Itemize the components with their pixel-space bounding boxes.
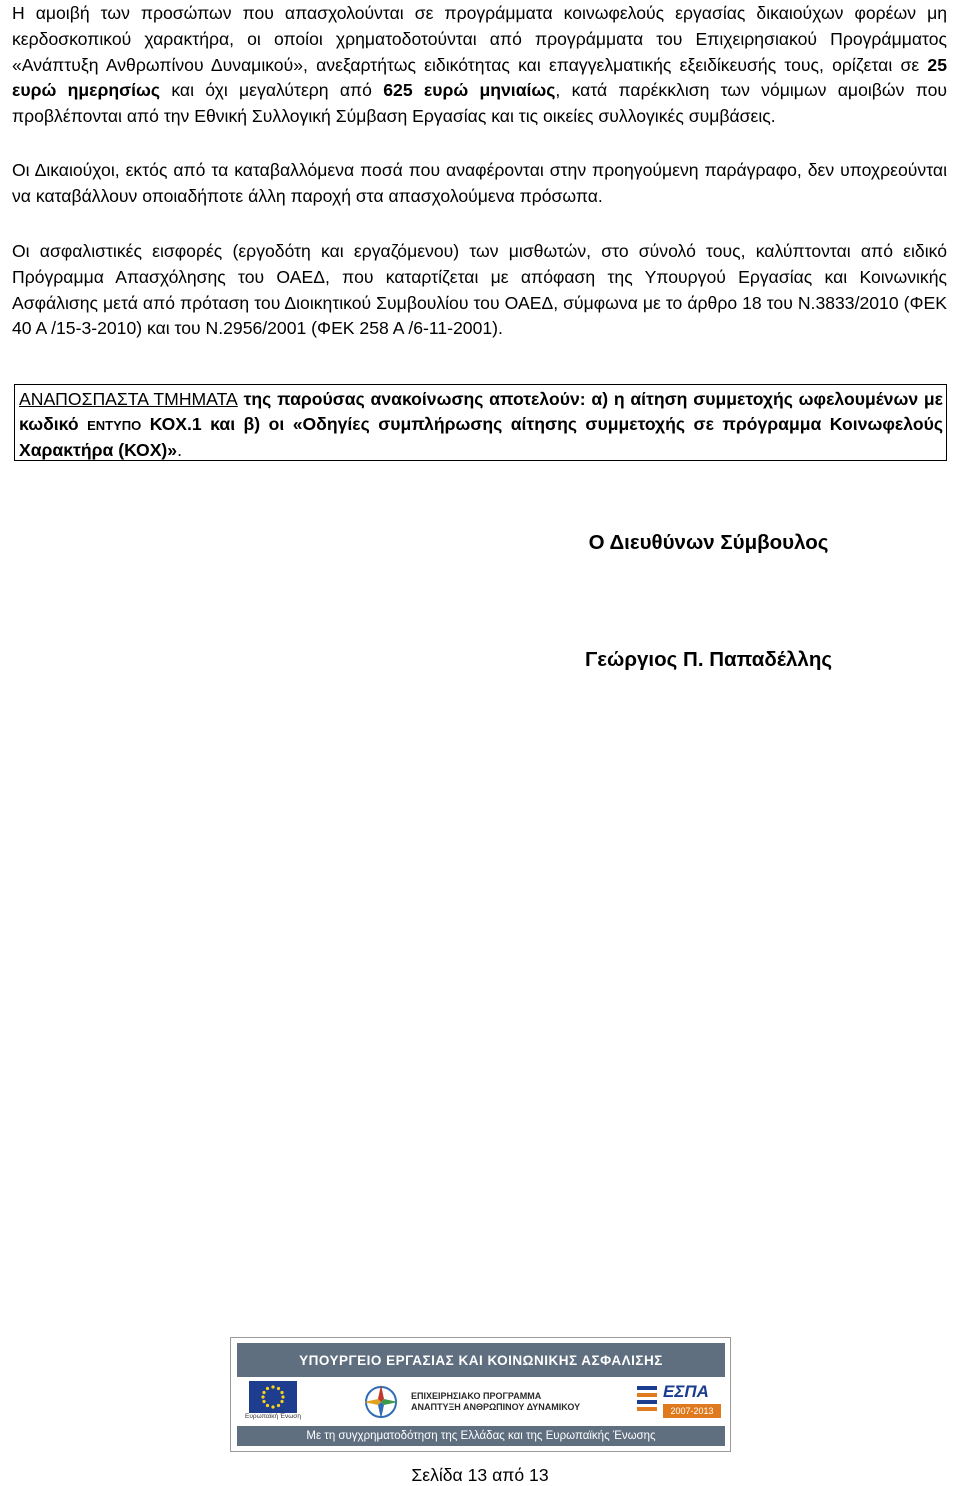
eu-flag-icon (249, 1381, 297, 1413)
notice-text (19, 385, 943, 463)
op-title (411, 1391, 621, 1413)
text-segment: της παρούσας ανακοίνωσης αποτελούν: α) η αίτηση συμμετοχής ωφελουμένων με κωδικό (19, 389, 944, 434)
ministry-bar: ΥΠΟΥΡΓΕΙΟ ΕΡΓΑΣΙΑΣ ΚΑΙ ΚΟΙΝΩΝΙΚΗΣ ΑΣΦΑΛΙΣΗΣ (237, 1343, 725, 1377)
op-line2: ΑΝΑΠΤΥΞΗ ΑΝΘΡΩΠΙΝΟΥ ΔΥΝΑΜΙΚΟΥ (411, 1402, 581, 1412)
op-line1: ΕΠΙΧΕΙΡΗΣΙΑΚΟ ΠΡΟΓΡΑΜΜΑ (411, 1391, 542, 1401)
text-segment: Η αμοιβή των προσώπων που απασχολούνται σε προγράμματα κοινωφελούς εργασίας δικαιούχων φορέων μη κερδοσκοπικού χαρακτήρα, οι οποίοι χρηματοδοτούνται από προγράμματα του Επιχειρησιακού Προγράμματος «Ανάπτυξη Ανθρωπίνου Δυναμικού», ανεξαρτήτως ειδικότητας και επαγγελματικής εξειδίκευσής τους, ορίζεται σε (12, 3, 947, 75)
espa-stripes-icon (635, 1382, 661, 1418)
eu-caption: Ευρωπαϊκή Ένωση (245, 1413, 301, 1420)
text-segment: και όχι μεγαλύτερη από (160, 80, 384, 101)
cofinance-bar: Με τη συγχρηματοδότηση της Ελλάδας και της Ευρωπαϊκής Ένωσης (237, 1426, 725, 1446)
text-segment: . (177, 440, 182, 460)
monthly-amount: 625 ευρώ μηνιαίως (383, 80, 556, 101)
eu-logo (243, 1381, 303, 1423)
signature-title (0, 531, 960, 555)
paragraph-beneficiaries: Οι Δικαιούχοι, εκτός από τα καταβαλλόμενα ποσά που αναφέρονται στην προηγούμενη παράγραφο, δεν υποχρεούνται να καταβάλλουν οποιαδήποτε άλλη παροχή στα απασχολούμενα πρόσωπα. (12, 160, 947, 206)
notice-underlined: ΑΝΑΠΟΣΠΑΣΤΑ ΤΜΗΜΑΤΑ (19, 389, 238, 409)
op-compass-icon (355, 1382, 407, 1422)
notice-box (14, 384, 947, 461)
page-number: Σελίδα 13 από 13 (411, 1465, 549, 1485)
signature-name-text: Γεώργιος Π. Παπαδέλλης (584, 648, 833, 671)
espa-logo (635, 1382, 721, 1424)
paragraph-insurance: Οι ασφαλιστικές εισφορές (εργοδότη και εργαζόμενου) των μισθωτών, στο σύνολό τους, καλύπτονται από ειδικό Πρόγραμμα Απασχόλησης του ΟΑΕΔ, που καταρτίζεται με απόφαση της Υπουργού Εργασίας και Κοινωνικής Ασφάλισης μετά από πρόταση του Διοικητικού Συμβουλίου του ΟΑΕΔ, σύμφωνα με το άρθρο 18 του Ν.3833/2010 (ΦΕΚ 40 Α /15-3-2010) και του Ν.2956/2001 (ΦΕΚ 258 Α /6-11-2001). (12, 241, 947, 339)
espa-word: ΕΣΠΑ (663, 1382, 709, 1401)
form-label-small: ΕΝΤΥΠΟ (87, 417, 142, 433)
text-segment: , κατά παρέκκλιση των νόμιμων αμοιβών που προβλέπονται από την Εθνική Συλλογική Σύμβαση Εργασίας και τις οικείες συλλογικές συμβάσεις. (12, 80, 947, 127)
signature-name (0, 648, 960, 672)
daily-amount: 25 ευρώ ημερησίως (12, 54, 947, 101)
funding-banner (230, 1337, 731, 1452)
text-segment: ΚΟΧ.1 και β) οι «Οδηγίες συμπλήρωσης αίτησης συμμετοχής σε πρόγραμμα Κοινωφελούς Χαρακτήρα (ΚΟΧ)» (19, 413, 943, 460)
espa-years: 2007-2013 (663, 1404, 721, 1418)
paragraph-remuneration (12, 1, 947, 130)
signature-title-text: Ο Διευθύνων Σύμβουλος (588, 531, 829, 554)
